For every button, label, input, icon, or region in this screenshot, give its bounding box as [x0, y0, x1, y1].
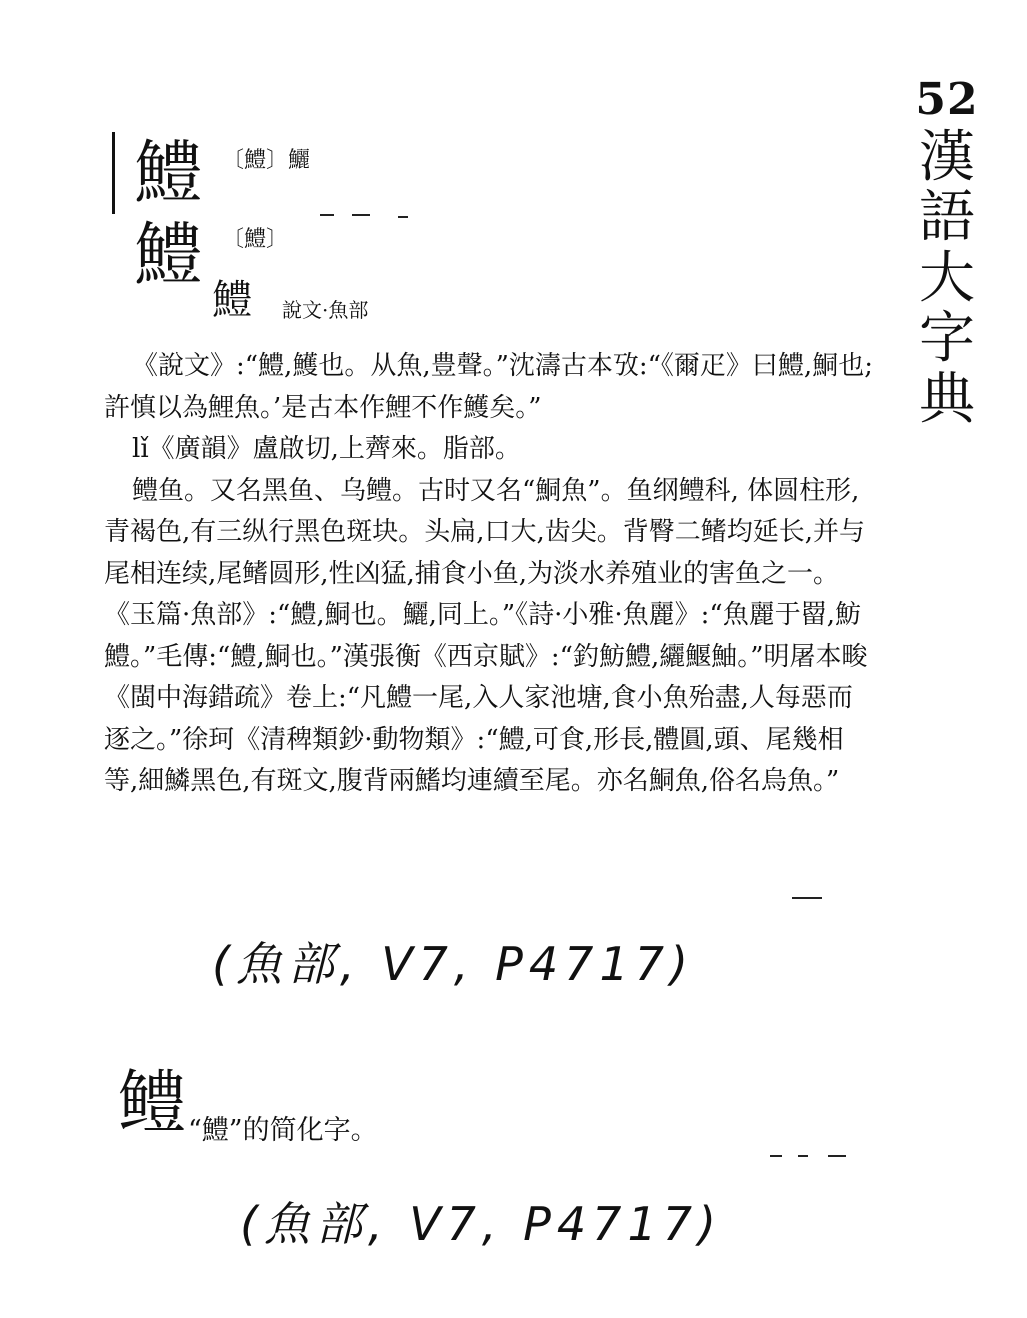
entry-marker-bar — [112, 132, 115, 214]
entry-head-char: 鱧 — [134, 134, 203, 213]
scan-mark — [828, 1155, 846, 1157]
scan-mark — [352, 214, 370, 216]
entry-variant-forms: 〔鱧〕鱺 — [222, 148, 311, 173]
dictionary-title — [912, 74, 982, 432]
entry-second-char: 鱧 — [134, 216, 203, 295]
scan-mark — [792, 897, 822, 899]
scan-mark — [398, 216, 408, 218]
entry-body — [104, 346, 874, 803]
title-char: 典 — [919, 366, 975, 432]
title-char: 語 — [919, 185, 975, 251]
handwritten-reference: (魚部, V7, P4717) — [212, 937, 694, 991]
title-char: 漢 — [919, 125, 975, 190]
seal-source: 說文·魚部 — [282, 298, 369, 322]
handwritten-reference: (魚部, V7, P4717) — [240, 1197, 722, 1251]
definition-paragraph: 鳢鱼。又名黑鱼、乌鳢。古时又名“鮦魚”。鱼纲鳢科, 体圆柱形,青褐色,有三纵行黑色斑块。头扁,口大,齿尖。背臀二鳍均延长,并与尾相连续,尾鳍圆形,性凶猛,捕食小鱼,为淡水养殖业的害鱼之一。《玉篇·魚部》:“鱧,鮦也。鱺,同上。”《詩·小雅·魚麗》:“魚麗于罶,魴鱧。”毛傳:“鱧,鮦也。”漢張衡《西京賦》:“釣魴鱧,纚鰋鮋。”明屠本畯《閩中海錯疏》卷上:“凡鱧一尾,入人家池塘,食小魚殆盡,人每惡而逐之。”徐珂《清稗類鈔·動物類》:“鱧,可食,形長,體圓,頭、尾幾相等,細鱗黑色,有斑文,腹背兩鰭均連續至尾。亦名鮦魚,俗名烏魚。” — [104, 475, 868, 796]
simplified-head-char: 鳢 — [118, 1064, 187, 1143]
entry-second-variant: 〔鱧〕 — [222, 227, 289, 252]
scan-mark — [770, 1155, 782, 1157]
simplified-note: “鱧”的简化字。 — [188, 1115, 378, 1146]
title-char: 大 — [919, 245, 975, 311]
title-char: 字 — [919, 306, 975, 372]
scan-mark — [320, 214, 334, 216]
pronunciation-line: lǐ《廣韻》盧啟切,上薺來。脂部。 — [132, 434, 521, 464]
scan-mark — [798, 1155, 808, 1157]
seal-script-char: 鱧 — [212, 277, 252, 323]
shuowen-quote: 《說文》:“鱧,鱯也。从魚,豊聲。”沈濤古本攷:“《爾疋》曰鱧,鮦也;許慎以為鯉魚。’是古本作鯉不作鱯矣。” — [104, 351, 873, 423]
page-number: 52 — [915, 74, 979, 125]
